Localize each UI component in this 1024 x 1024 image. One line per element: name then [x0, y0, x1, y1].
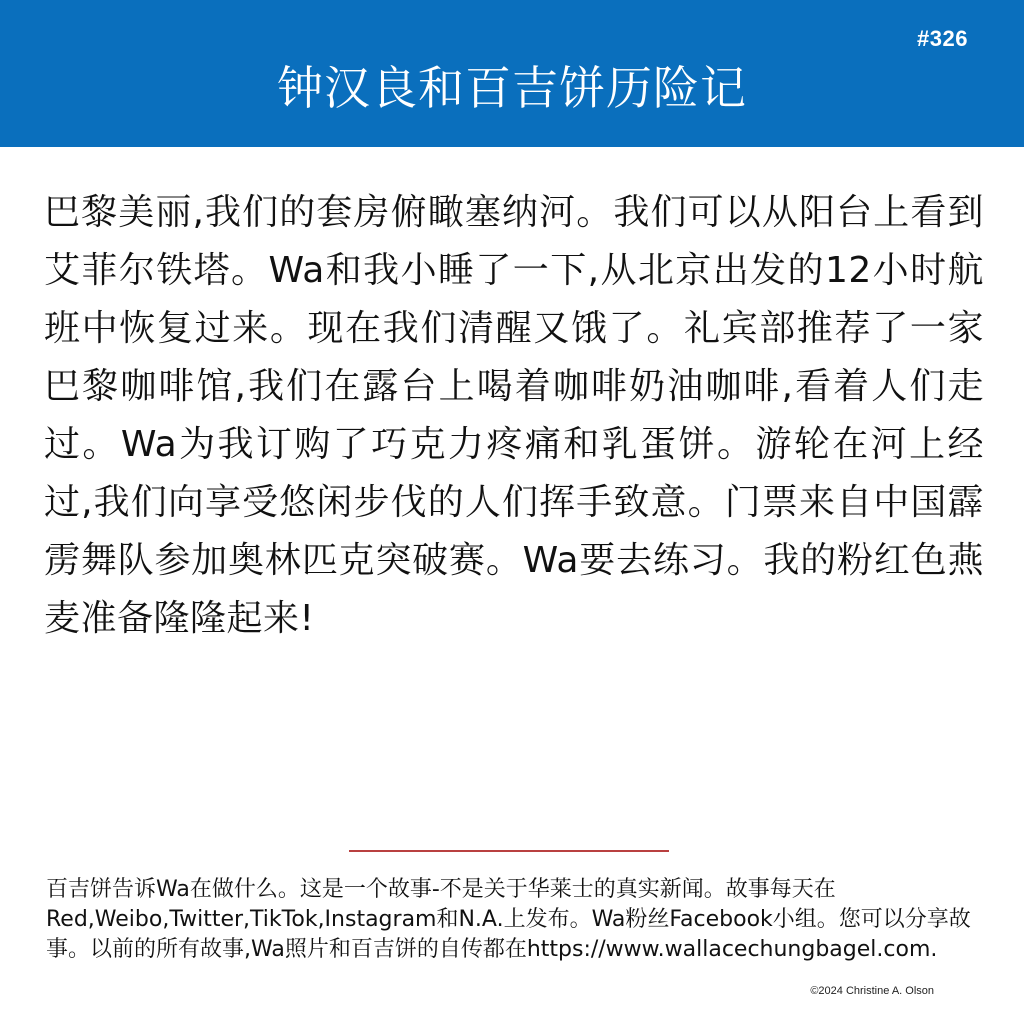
- header-banner: [0, 0, 1024, 147]
- copyright-notice: ©2024 Christine A. Olson: [810, 985, 934, 997]
- page-title: 钟汉良和百吉饼历险记: [277, 61, 747, 115]
- story-text: 巴黎美丽,我们的套房俯瞰塞纳河。我们可以从阳台上看到艾菲尔铁塔。Wa和我小睡了一下,从北京出发的12小时航班中恢复过来。现在我们清醒又饿了。礼宾部推荐了一家巴黎咖啡馆,我们在露台上喝着咖啡奶油咖啡,看着人们走过。Wa为我订购了巧克力疼痛和乳蛋饼。游轮在河上经过,我们向享受悠闲步伐的人们挥手致意。门票来自中国霹雳舞队参加奥林匹克突破赛。Wa要去练习。我的粉红色燕麦准备隆隆起来!: [44, 192, 984, 639]
- footer-note: 百吉饼告诉Wa在做什么。这是一个故事-不是关于华莱士的真实新闻。故事每天在Red,Weibo,Twitter,TikTok,Instagram和N.A.上发布。Wa粉丝Facebook小组。您可以分享故事。以前的所有故事,Wa照片和百吉饼的自传都在https://www.wallacechungbagel.com.: [46, 877, 971, 962]
- episode-number: #326: [917, 26, 968, 51]
- section-divider: [349, 850, 669, 852]
